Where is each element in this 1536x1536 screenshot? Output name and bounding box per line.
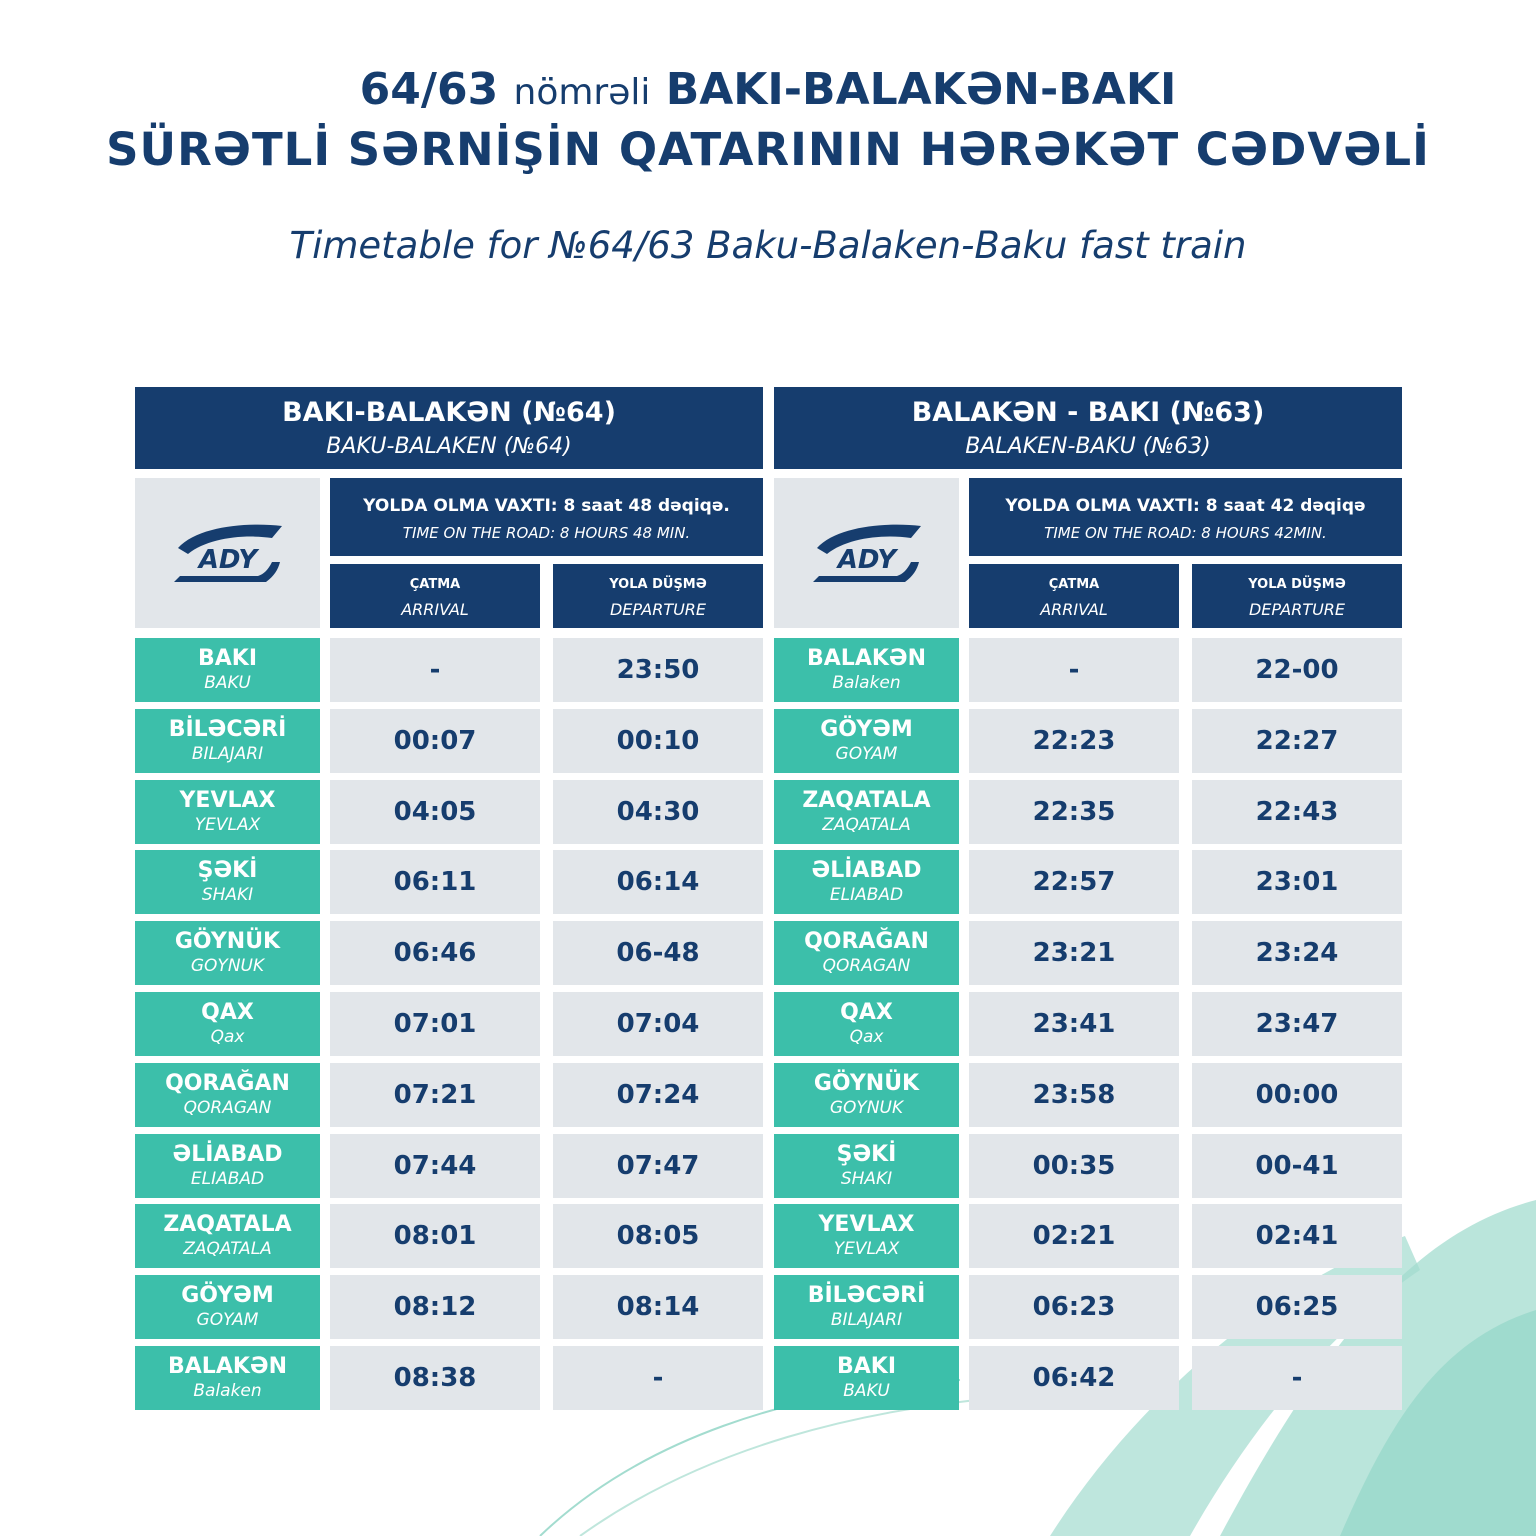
arrival-label: ÇATMA (409, 577, 461, 592)
arrival-time: 23:21 (969, 921, 1179, 985)
station-cell (135, 1063, 320, 1127)
arrival-time: 08:38 (330, 1346, 540, 1410)
departure-label: YOLA DÜŞMƏ (609, 577, 707, 592)
title-word: nömrəli (513, 72, 651, 113)
arrival-time: - (330, 638, 540, 702)
arrival-time: - (969, 638, 1179, 702)
station-name-en: Balaken (193, 1381, 262, 1401)
station-name-en: GOYNUK (190, 956, 265, 976)
title-line2: SÜRƏTLİ SƏRNİŞİN QATARININ HƏRƏKƏT CƏDVƏLİ (106, 123, 1430, 176)
departure-time: 22-00 (1192, 638, 1402, 702)
arrival-time: 02:21 (969, 1204, 1179, 1268)
station-cell (774, 1134, 959, 1198)
departure-time: 08:14 (553, 1275, 763, 1339)
departure-time: 07:04 (553, 992, 763, 1056)
station-cell (774, 992, 959, 1056)
arrival-time: 22:57 (969, 850, 1179, 914)
arrival-time: 07:01 (330, 992, 540, 1056)
station-name: BAKI (836, 1354, 897, 1379)
arrival-label: ÇATMA (1048, 577, 1100, 592)
panel-header (774, 387, 1402, 469)
departure-time: 23:01 (1192, 850, 1402, 914)
svg-text:ADY: ADY (837, 545, 896, 575)
station-name: ŞƏKİ (197, 858, 258, 883)
station-name: QORAĞAN (165, 1071, 290, 1096)
route-title: BAKI-BALAKƏN (№64) (282, 397, 616, 428)
station-cell (774, 921, 959, 985)
station-name: GÖYNÜK (174, 929, 281, 954)
station-cell (135, 1346, 320, 1410)
departure-time: 06:25 (1192, 1275, 1402, 1339)
station-name-en: Qax (849, 1027, 884, 1047)
station-name-en: YEVLAX (833, 1239, 900, 1259)
departure-header (1192, 564, 1402, 628)
station-name: QAX (201, 1000, 254, 1025)
arrival-header (969, 564, 1179, 628)
station-cell (135, 1275, 320, 1339)
station-cell (774, 850, 959, 914)
station-name-en: ZAQATALA (183, 1239, 272, 1259)
title-number: 64/63 (359, 64, 499, 115)
station-cell (135, 1204, 320, 1268)
arrival-time: 23:41 (969, 992, 1179, 1056)
station-name-en: SHAKI (840, 1169, 893, 1189)
departure-time: 07:24 (553, 1063, 763, 1127)
station-name-en: QORAGAN (822, 956, 911, 976)
station-cell (774, 709, 959, 773)
station-cell (774, 780, 959, 844)
arrival-header (330, 564, 540, 628)
page-title (0, 62, 1536, 179)
departure-time: 22:43 (1192, 780, 1402, 844)
station-name-en: ZAQATALA (822, 815, 911, 835)
station-name-en: Balaken (832, 673, 901, 693)
station-name: ƏLİABAD (811, 858, 922, 883)
departure-time: 06:14 (553, 850, 763, 914)
station-name: QAX (840, 1000, 893, 1025)
station-name: ZAQATALA (163, 1212, 292, 1237)
departure-time: 00:00 (1192, 1063, 1402, 1127)
station-cell (135, 850, 320, 914)
travel-time-en: TIME ON THE ROAD: 8 HOURS 48 MIN. (402, 524, 691, 542)
arrival-time: 23:58 (969, 1063, 1179, 1127)
station-name-en: GOYNUK (829, 1098, 904, 1118)
arrival-time: 06:11 (330, 850, 540, 914)
departure-time: 23:24 (1192, 921, 1402, 985)
station-name: GÖYNÜK (813, 1071, 920, 1096)
station-name-en: ELIABAD (829, 885, 904, 905)
station-name-en: BAKU (204, 673, 251, 693)
station-name: BAKI (197, 646, 258, 671)
travel-time-az: YOLDA OLMA VAXTI: 8 saat 42 dəqiqə (1005, 496, 1366, 516)
departure-time: 00-41 (1192, 1134, 1402, 1198)
station-name: ƏLİABAD (172, 1142, 283, 1167)
travel-time-box (969, 478, 1402, 556)
travel-time-box (330, 478, 763, 556)
ady-logo-icon (168, 518, 288, 588)
station-name-en: ELIABAD (190, 1169, 265, 1189)
station-cell (774, 638, 959, 702)
route-title-en: BAKU-BALAKEN (№64) (326, 434, 572, 459)
timetable-panel-63 (774, 387, 1402, 1417)
departure-time: 07:47 (553, 1134, 763, 1198)
station-name-en: BAKU (843, 1381, 890, 1401)
arrival-time: 22:35 (969, 780, 1179, 844)
departure-time: 02:41 (1192, 1204, 1402, 1268)
arrival-time: 22:23 (969, 709, 1179, 773)
station-name-en: Qax (210, 1027, 245, 1047)
station-name: ZAQATALA (802, 788, 931, 813)
departure-time: 06-48 (553, 921, 763, 985)
route-title-en: BALAKEN-BAKU (№63) (965, 434, 1211, 459)
station-cell (774, 1204, 959, 1268)
arrival-time: 06:42 (969, 1346, 1179, 1410)
station-cell (135, 638, 320, 702)
logo-box (774, 478, 959, 628)
departure-time: 23:50 (553, 638, 763, 702)
arrival-time: 04:05 (330, 780, 540, 844)
station-name-en: BILAJARI (830, 1310, 903, 1330)
departure-time: - (553, 1346, 763, 1410)
station-name-en: GOYAM (196, 1310, 259, 1330)
station-name-en: QORAGAN (183, 1098, 272, 1118)
departure-label: YOLA DÜŞMƏ (1248, 577, 1346, 592)
station-name: YEVLAX (818, 1212, 915, 1237)
station-cell (774, 1275, 959, 1339)
station-cell (774, 1346, 959, 1410)
departure-header (553, 564, 763, 628)
svg-text:ADY: ADY (198, 545, 257, 575)
station-name-en: GOYAM (835, 744, 898, 764)
travel-time-az: YOLDA OLMA VAXTI: 8 saat 48 dəqiqə. (363, 496, 730, 516)
route-title: BALAKƏN - BAKI (№63) (911, 397, 1265, 428)
panel-header (135, 387, 763, 469)
departure-time: 08:05 (553, 1204, 763, 1268)
arrival-time: 08:12 (330, 1275, 540, 1339)
departure-time: 00:10 (553, 709, 763, 773)
arrival-time: 06:23 (969, 1275, 1179, 1339)
arrival-time: 00:07 (330, 709, 540, 773)
arrival-time: 08:01 (330, 1204, 540, 1268)
station-name: GÖYƏM (181, 1283, 274, 1308)
arrival-label-en: ARRIVAL (1040, 600, 1108, 619)
station-name: BİLƏCƏRİ (168, 717, 287, 742)
logo-box (135, 478, 320, 628)
station-name-en: SHAKI (201, 885, 254, 905)
station-cell (135, 780, 320, 844)
station-name: BİLƏCƏRİ (807, 1283, 926, 1308)
station-name: BALAKƏN (807, 646, 926, 671)
departure-label-en: DEPARTURE (609, 600, 707, 619)
departure-time: - (1192, 1346, 1402, 1410)
departure-time: 23:47 (1192, 992, 1402, 1056)
station-name: BALAKƏN (168, 1354, 287, 1379)
travel-time-en: TIME ON THE ROAD: 8 HOURS 42MIN. (1044, 524, 1327, 542)
station-cell (135, 1134, 320, 1198)
station-cell (135, 921, 320, 985)
departure-time: 22:27 (1192, 709, 1402, 773)
departure-label-en: DEPARTURE (1248, 600, 1346, 619)
station-name: GÖYƏM (820, 717, 913, 742)
station-name: ŞƏKİ (836, 1142, 897, 1167)
arrival-label-en: ARRIVAL (401, 600, 469, 619)
arrival-time: 00:35 (969, 1134, 1179, 1198)
station-cell (774, 1063, 959, 1127)
ady-logo-icon (807, 518, 927, 588)
arrival-time: 07:21 (330, 1063, 540, 1127)
arrival-time: 06:46 (330, 921, 540, 985)
station-name-en: BILAJARI (191, 744, 264, 764)
page-subtitle: Timetable for №64/63 Baku-Balaken-Baku fast train (289, 224, 1247, 267)
timetable-panel-64 (135, 387, 763, 1417)
title-route: BAKI-BALAKƏN-BAKI (665, 64, 1177, 115)
arrival-time: 07:44 (330, 1134, 540, 1198)
station-name: QORAĞAN (804, 929, 929, 954)
station-name-en: YEVLAX (194, 815, 261, 835)
station-cell (135, 992, 320, 1056)
departure-time: 04:30 (553, 780, 763, 844)
station-name: YEVLAX (179, 788, 276, 813)
station-cell (135, 709, 320, 773)
